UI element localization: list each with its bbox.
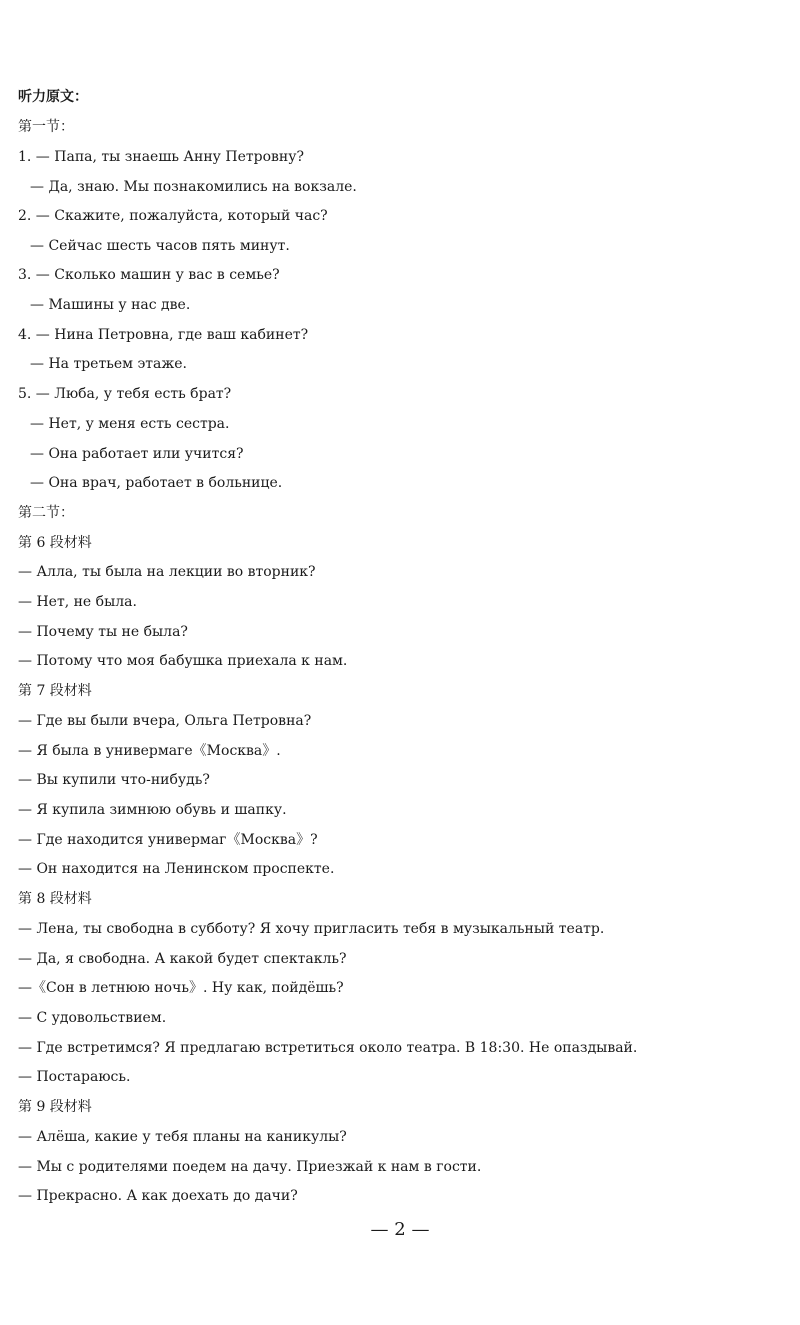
passage-label: 第 7 段材料	[18, 683, 92, 699]
dialogue-line: — С удовольствием.	[18, 1010, 167, 1026]
passage-label: 第 8 段材料	[18, 891, 92, 907]
part-label: 第一节：	[18, 119, 74, 135]
dialogue-line: — Лена, ты свободна в субботу? Я хочу пригласить тебя в музыкальный театр.	[18, 921, 605, 937]
dialogue-line: — Прекрасно. А как доехать до дачи?	[18, 1188, 298, 1204]
dialogue-line: — Она работает или учится?	[30, 446, 244, 462]
dialogue-line: — Я была в универмаге《Москва》.	[18, 743, 281, 759]
page-number: — 2 —	[370, 1219, 430, 1240]
dialogue-line: — Вы купили что-нибудь?	[18, 772, 210, 788]
dialogue-line: — Где вы были вчера, Ольга Петровна?	[18, 713, 312, 729]
dialogue-line: — Нет, у меня есть сестра.	[30, 416, 230, 432]
dialogue-line: — Нет, не была.	[18, 594, 137, 610]
dialogue-line: — Потому что моя бабушка приехала к нам.	[18, 653, 348, 669]
dialogue-line: 3. — Сколько машин у вас в семье?	[18, 267, 280, 283]
dialogue-line: — Я купила зимнюю обувь и шапку.	[18, 802, 287, 818]
dialogue-line: —《Сон в летнюю ночь》. Ну как, пойдёшь?	[18, 980, 344, 996]
dialogue-line: — Да, знаю. Мы познакомились на вокзале.	[30, 179, 357, 195]
part-label: 第二节：	[18, 505, 74, 521]
dialogue-line: — Мы с родителями поедем на дачу. Приезжай к нам в гости.	[18, 1159, 482, 1175]
dialogue-line: — На третьем этаже.	[30, 356, 187, 372]
dialogue-line: — Где встретимся? Я предлагаю встретиться около театра. В 18:30. Не опаздывай.	[18, 1040, 638, 1056]
passage-label: 第 9 段材料	[18, 1099, 92, 1115]
dialogue-line: — Да, я свободна. А какой будет спектакль?	[18, 951, 347, 967]
passage-label: 第 6 段材料	[18, 535, 92, 551]
dialogue-line: 2. — Скажите, пожалуйста, который час?	[18, 208, 328, 224]
dialogue-line: — Почему ты не была?	[18, 624, 188, 640]
dialogue-line: — Постараюсь.	[18, 1069, 131, 1085]
dialogue-line: — Сейчас шесть часов пять минут.	[30, 238, 290, 254]
dialogue-line: — Алла, ты была на лекции во вторник?	[18, 564, 316, 580]
dialogue-line: 4. — Нина Петровна, где ваш кабинет?	[18, 327, 309, 343]
dialogue-line: — Он находится на Ленинском проспекте.	[18, 861, 335, 877]
dialogue-line: — Она врач, работает в больнице.	[30, 475, 283, 491]
dialogue-line: 5. — Люба, у тебя есть брат?	[18, 386, 232, 402]
dialogue-line: 1. — Папа, ты знаешь Анну Петровну?	[18, 149, 304, 165]
dialogue-line: — Где находится универмаг《Москва》?	[18, 832, 318, 848]
dialogue-line: — Алёша, какие у тебя планы на каникулы?	[18, 1129, 347, 1145]
dialogue-line: — Машины у нас две.	[30, 297, 191, 313]
section-heading: 听力原文：	[18, 89, 88, 105]
